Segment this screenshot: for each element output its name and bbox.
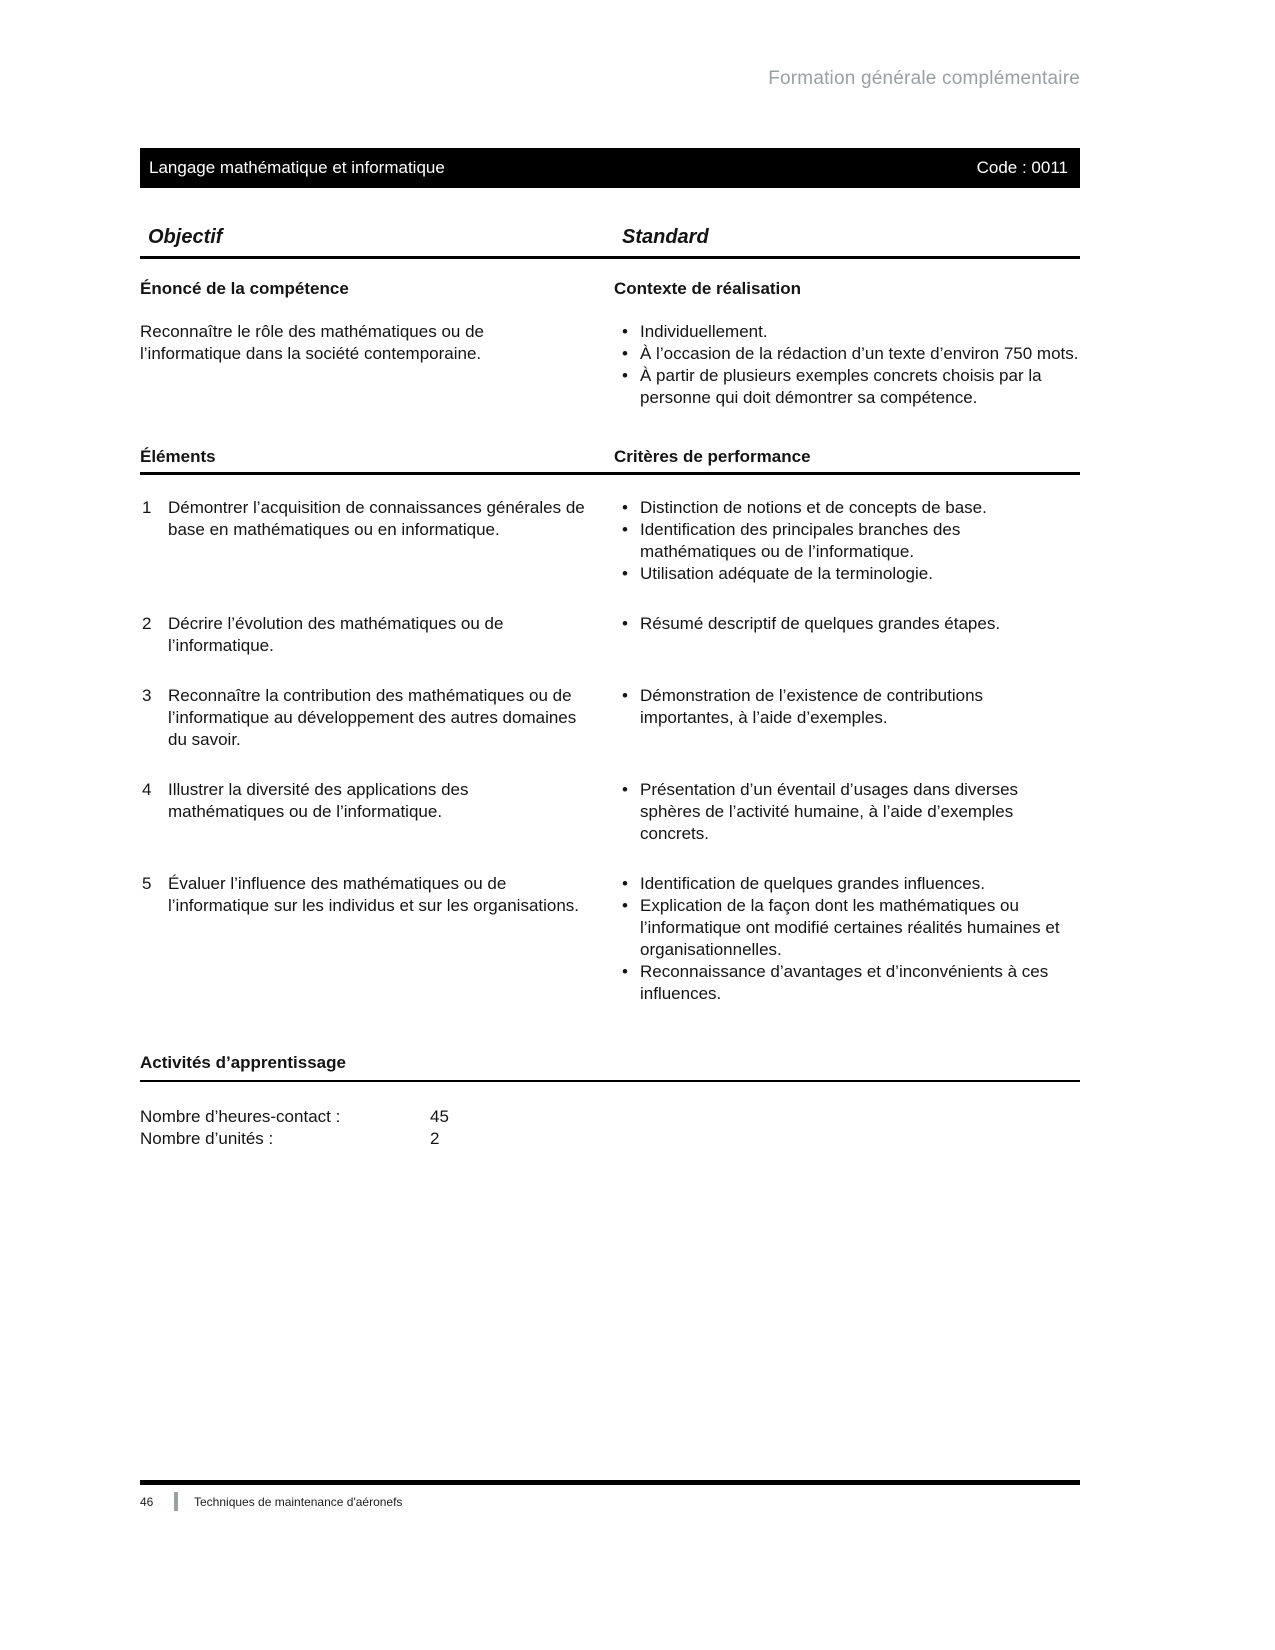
element-row (140, 779, 1080, 845)
criteria-text: Identification des principales branches des mathématiques ou de l’informatique. (640, 520, 961, 561)
criteria-text: Reconnaissance d’avantages et d’inconvénients à ces influences. (640, 962, 1049, 1003)
activites-table (140, 1106, 1080, 1150)
criteria-text: Utilisation adéquate de la terminologie. (640, 564, 933, 583)
activites-row (140, 1106, 1080, 1128)
bullet-item (622, 365, 1080, 409)
page-content (140, 0, 1080, 1150)
course-title: Langage mathématique et informatique (149, 158, 445, 177)
bullet-icon: • (622, 780, 628, 799)
element-number: 1 (142, 498, 152, 517)
competence-contexte-row (140, 321, 1080, 409)
competence-heading: Énoncé de la compétence (140, 279, 349, 298)
element-row (140, 873, 1080, 1005)
course-title-bar (140, 148, 1080, 188)
bullet-item (622, 685, 1080, 729)
bullet-item (622, 895, 1080, 961)
elements-rows (140, 497, 1080, 1005)
objectif-heading: Objectif (148, 226, 223, 248)
element-text: Démontrer l’acquisition de connaissances générales de base en mathématiques ou en informatique. (168, 498, 585, 539)
element-row (140, 613, 1080, 657)
element-text: Évaluer l’influence des mathématiques ou de l’informatique sur les individus et sur les organisations. (168, 874, 580, 915)
contexte-heading: Contexte de réalisation (614, 279, 802, 298)
bullet-icon: • (622, 322, 628, 341)
running-header: Formation générale complémentaire (768, 68, 1080, 89)
bullet-icon: • (622, 896, 628, 915)
activites-row (140, 1128, 1080, 1150)
element-row (140, 685, 1080, 751)
activites-value: 2 (430, 1129, 440, 1148)
criteria-text: Résumé descriptif de quelques grandes étapes. (640, 614, 1001, 633)
bullet-icon: • (622, 564, 628, 583)
page-number: 46 (140, 1494, 154, 1509)
bullet-icon: • (622, 874, 628, 893)
bullet-icon: • (622, 498, 628, 517)
competence-text: Reconnaître le rôle des mathématiques ou de l’informatique dans la société contemporaine. (140, 322, 484, 363)
bullet-item (622, 321, 1080, 343)
element-text: Reconnaître la contribution des mathématiques ou de l’informatique au développement des autres domaines du savoir. (168, 686, 577, 749)
bullet-text: À l’occasion de la rédaction d’un texte d’environ 750 mots. (640, 344, 1079, 363)
criteria-list (614, 497, 1080, 585)
bullet-icon: • (622, 686, 628, 705)
bullet-item (622, 497, 1080, 519)
criteria-text: Explication de la façon dont les mathématiques ou l’informatique ont modifié certaines réalités humaines et organisationnelles. (640, 896, 1060, 959)
criteria-list (614, 685, 1080, 751)
criteria-text: Identification de quelques grandes influences. (640, 874, 985, 893)
elements-criteres-header (140, 447, 1080, 475)
page-footer (140, 1480, 1080, 1511)
bullet-text: À partir de plusieurs exemples concrets choisis par la personne qui doit démontrer sa compétence. (640, 366, 1042, 407)
bullet-item (622, 779, 1080, 845)
element-number: 4 (142, 780, 152, 799)
criteria-list (614, 613, 1080, 657)
bullet-item (622, 343, 1080, 365)
element-number: 3 (142, 686, 152, 705)
bullet-item (622, 519, 1080, 563)
objectif-standard-header (140, 226, 1080, 259)
standard-heading: Standard (622, 226, 709, 248)
elements-heading: Éléments (140, 447, 216, 466)
element-number: 5 (142, 874, 152, 893)
bullet-icon: • (622, 614, 628, 633)
course-code: Code : 0011 (976, 158, 1068, 177)
activites-value: 45 (430, 1107, 449, 1126)
bullet-icon: • (622, 344, 628, 363)
footer-divider (174, 1492, 178, 1511)
criteria-text: Présentation d’un éventail d’usages dans diverses sphères de l’activité humaine, à l’aide d’exemples concrets. (640, 780, 1019, 843)
contexte-list (614, 321, 1080, 409)
activites-heading: Activités d’apprentissage (140, 1053, 1080, 1082)
bullet-text: Individuellement. (640, 322, 768, 341)
activites-label: Nombre d’unités : (140, 1129, 274, 1148)
criteria-text: Démonstration de l’existence de contributions importantes, à l’aide d’exemples. (640, 686, 984, 727)
bullet-icon: • (622, 366, 628, 385)
criteria-list (614, 779, 1080, 845)
subheadings-row (140, 279, 1080, 299)
bullet-item (622, 873, 1080, 895)
activites-label: Nombre d’heures-contact : (140, 1107, 341, 1126)
element-text: Décrire l’évolution des mathématiques ou de l’informatique. (168, 614, 504, 655)
footer-text: Techniques de maintenance d'aéronefs (194, 1494, 403, 1509)
element-number: 2 (142, 614, 152, 633)
footer-line (140, 1492, 1080, 1511)
element-text: Illustrer la diversité des applications des mathématiques ou de l’informatique. (168, 780, 469, 821)
criteria-text: Distinction de notions et de concepts de base. (640, 498, 987, 517)
criteres-heading: Critères de performance (614, 447, 811, 466)
bullet-icon: • (622, 520, 628, 539)
criteria-list (614, 873, 1080, 1005)
bullet-item (622, 613, 1080, 635)
bullet-item (622, 563, 1080, 585)
footer-rule (140, 1480, 1080, 1485)
element-row (140, 497, 1080, 585)
bullet-icon: • (622, 962, 628, 981)
bullet-item (622, 961, 1080, 1005)
